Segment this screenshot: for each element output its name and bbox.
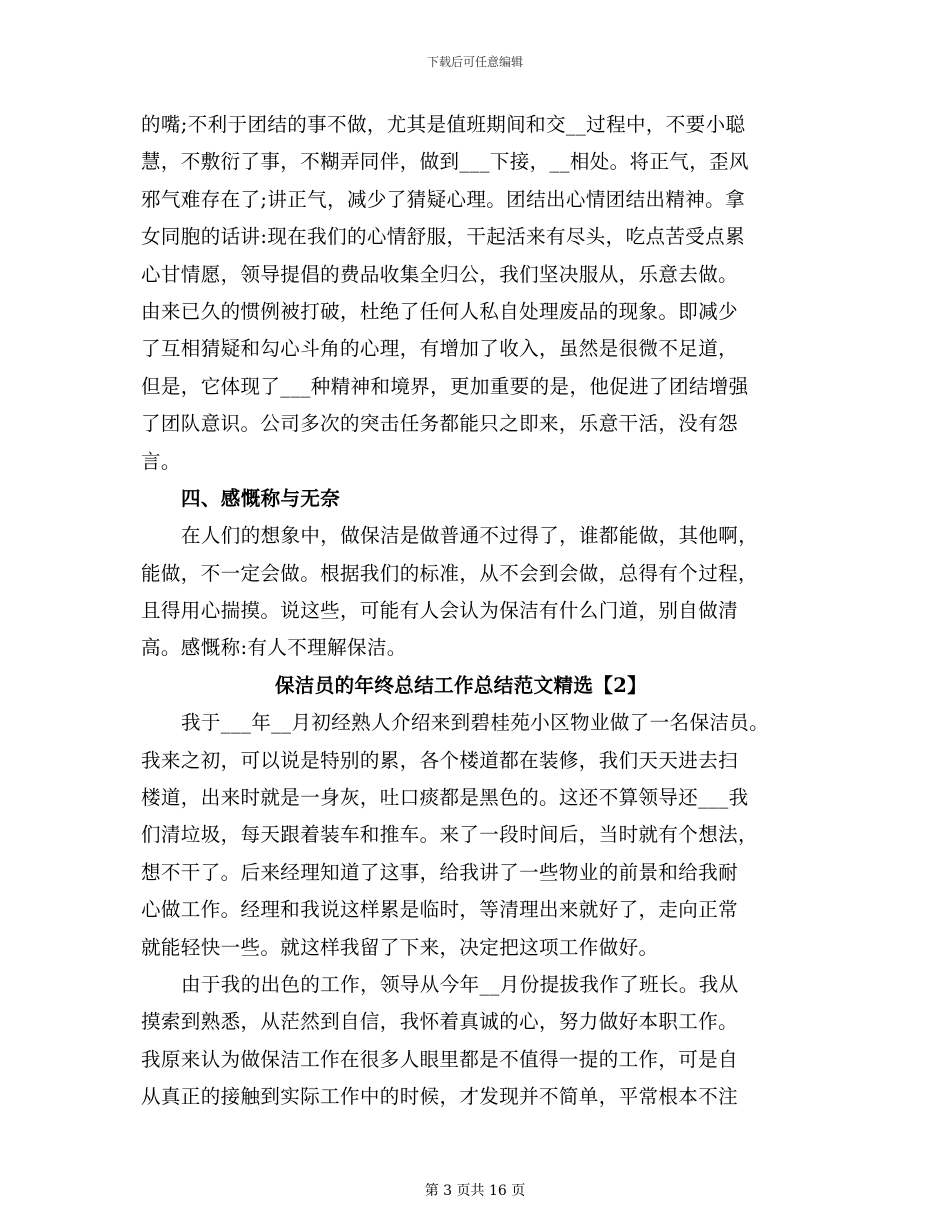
body-line: 心做工作。经理和我说这样累是临时，等清理出来就好了，走向正常 xyxy=(141,898,739,922)
body-line: 心甘情愿，领导提倡的费品收集全归公，我们坚决服从，乐意去做。 xyxy=(141,262,739,286)
body-line: 我于___年__月初经熟人介绍来到碧桂苑小区物业做了一名保洁员。 xyxy=(181,711,770,735)
body-line: 在人们的想象中，做保洁是做普通不过得了，谁都能做，其他啊， xyxy=(181,524,759,548)
body-line: 就能轻快一些。就这样我留了下来，决定把这项工作做好。 xyxy=(141,935,659,959)
body-line: 们清垃圾，每天跟着装车和推车。来了一段时间后，当时就有个想法， xyxy=(141,823,758,847)
body-line: 楼道，出来时就是一身灰，吐口痰都是黑色的。这还不算领导还___我 xyxy=(141,786,749,810)
body-line: 女同胞的话讲:现在我们的心情舒服，干起活来有尽头，吃点苦受点累 xyxy=(141,225,745,249)
body-line: 言。 xyxy=(141,449,181,473)
body-line: 由于我的出色的工作，领导从今年__月份提拔我作了班长。我从 xyxy=(181,972,739,996)
article-title: 保洁员的年终总结工作总结范文精选【2】 xyxy=(274,673,648,697)
body-line: 且得用心揣摸。说这些，可能有人会认为保洁有什么门道，别自做清 xyxy=(141,599,739,623)
body-line: 能做，不一定会做。根据我们的标准，从不会到会做，总得有个过程， xyxy=(141,561,758,585)
body-line: 从真正的接触到实际工作中的时候，才发现并不简单，平常根本不注 xyxy=(141,1085,739,1109)
body-line: 的嘴;不利于团结的事不做，尤其是值班期间和交__过程中，不要小聪 xyxy=(141,113,746,136)
body-line: 我来之初，可以说是特别的累，各个楼道都在装修，我们天天进去扫 xyxy=(141,748,739,772)
body-line: 邪气难存在了;讲正气，减少了猜疑心理。团结出心情团结出精神。拿 xyxy=(141,187,745,211)
body-line: 慧，不敷衍了事，不糊弄同伴，做到___下接，__相处。将正气，歪风 xyxy=(141,150,749,174)
document-body xyxy=(141,106,821,1116)
body-line: 了互相猜疑和勾心斗角的心理，有增加了收入，虽然是很微不足道， xyxy=(141,337,739,361)
body-line: 由来已久的惯例被打破，杜绝了任何人私自处理废品的现象。即减少 xyxy=(141,299,739,323)
body-line: 高。感慨称:有人不理解保洁。 xyxy=(141,636,407,660)
body-line: 摸索到熟悉，从茫然到自信，我怀着真诚的心，努力做好本职工作。 xyxy=(141,1010,739,1034)
body-line: 但是，它体现了___种精神和境界，更加重要的是，他促进了团结增强 xyxy=(141,374,749,398)
body-line: 我原来认为做保洁工作在很多人眼里都是不值得一提的工作，可是自 xyxy=(141,1047,739,1071)
body-line: 了团队意识。公司多次的突击任务都能只之即来，乐意干活，没有怨 xyxy=(141,412,739,436)
page-footer-number: 第 3 页共 16 页 xyxy=(424,1183,526,1199)
body-line: 想不干了。后来经理知道了这事，给我讲了一些物业的前景和给我耐 xyxy=(141,860,739,884)
section-heading: 四、感慨称与无奈 xyxy=(181,486,341,510)
page-header-note: 下载后可任意编辑 xyxy=(426,55,523,69)
